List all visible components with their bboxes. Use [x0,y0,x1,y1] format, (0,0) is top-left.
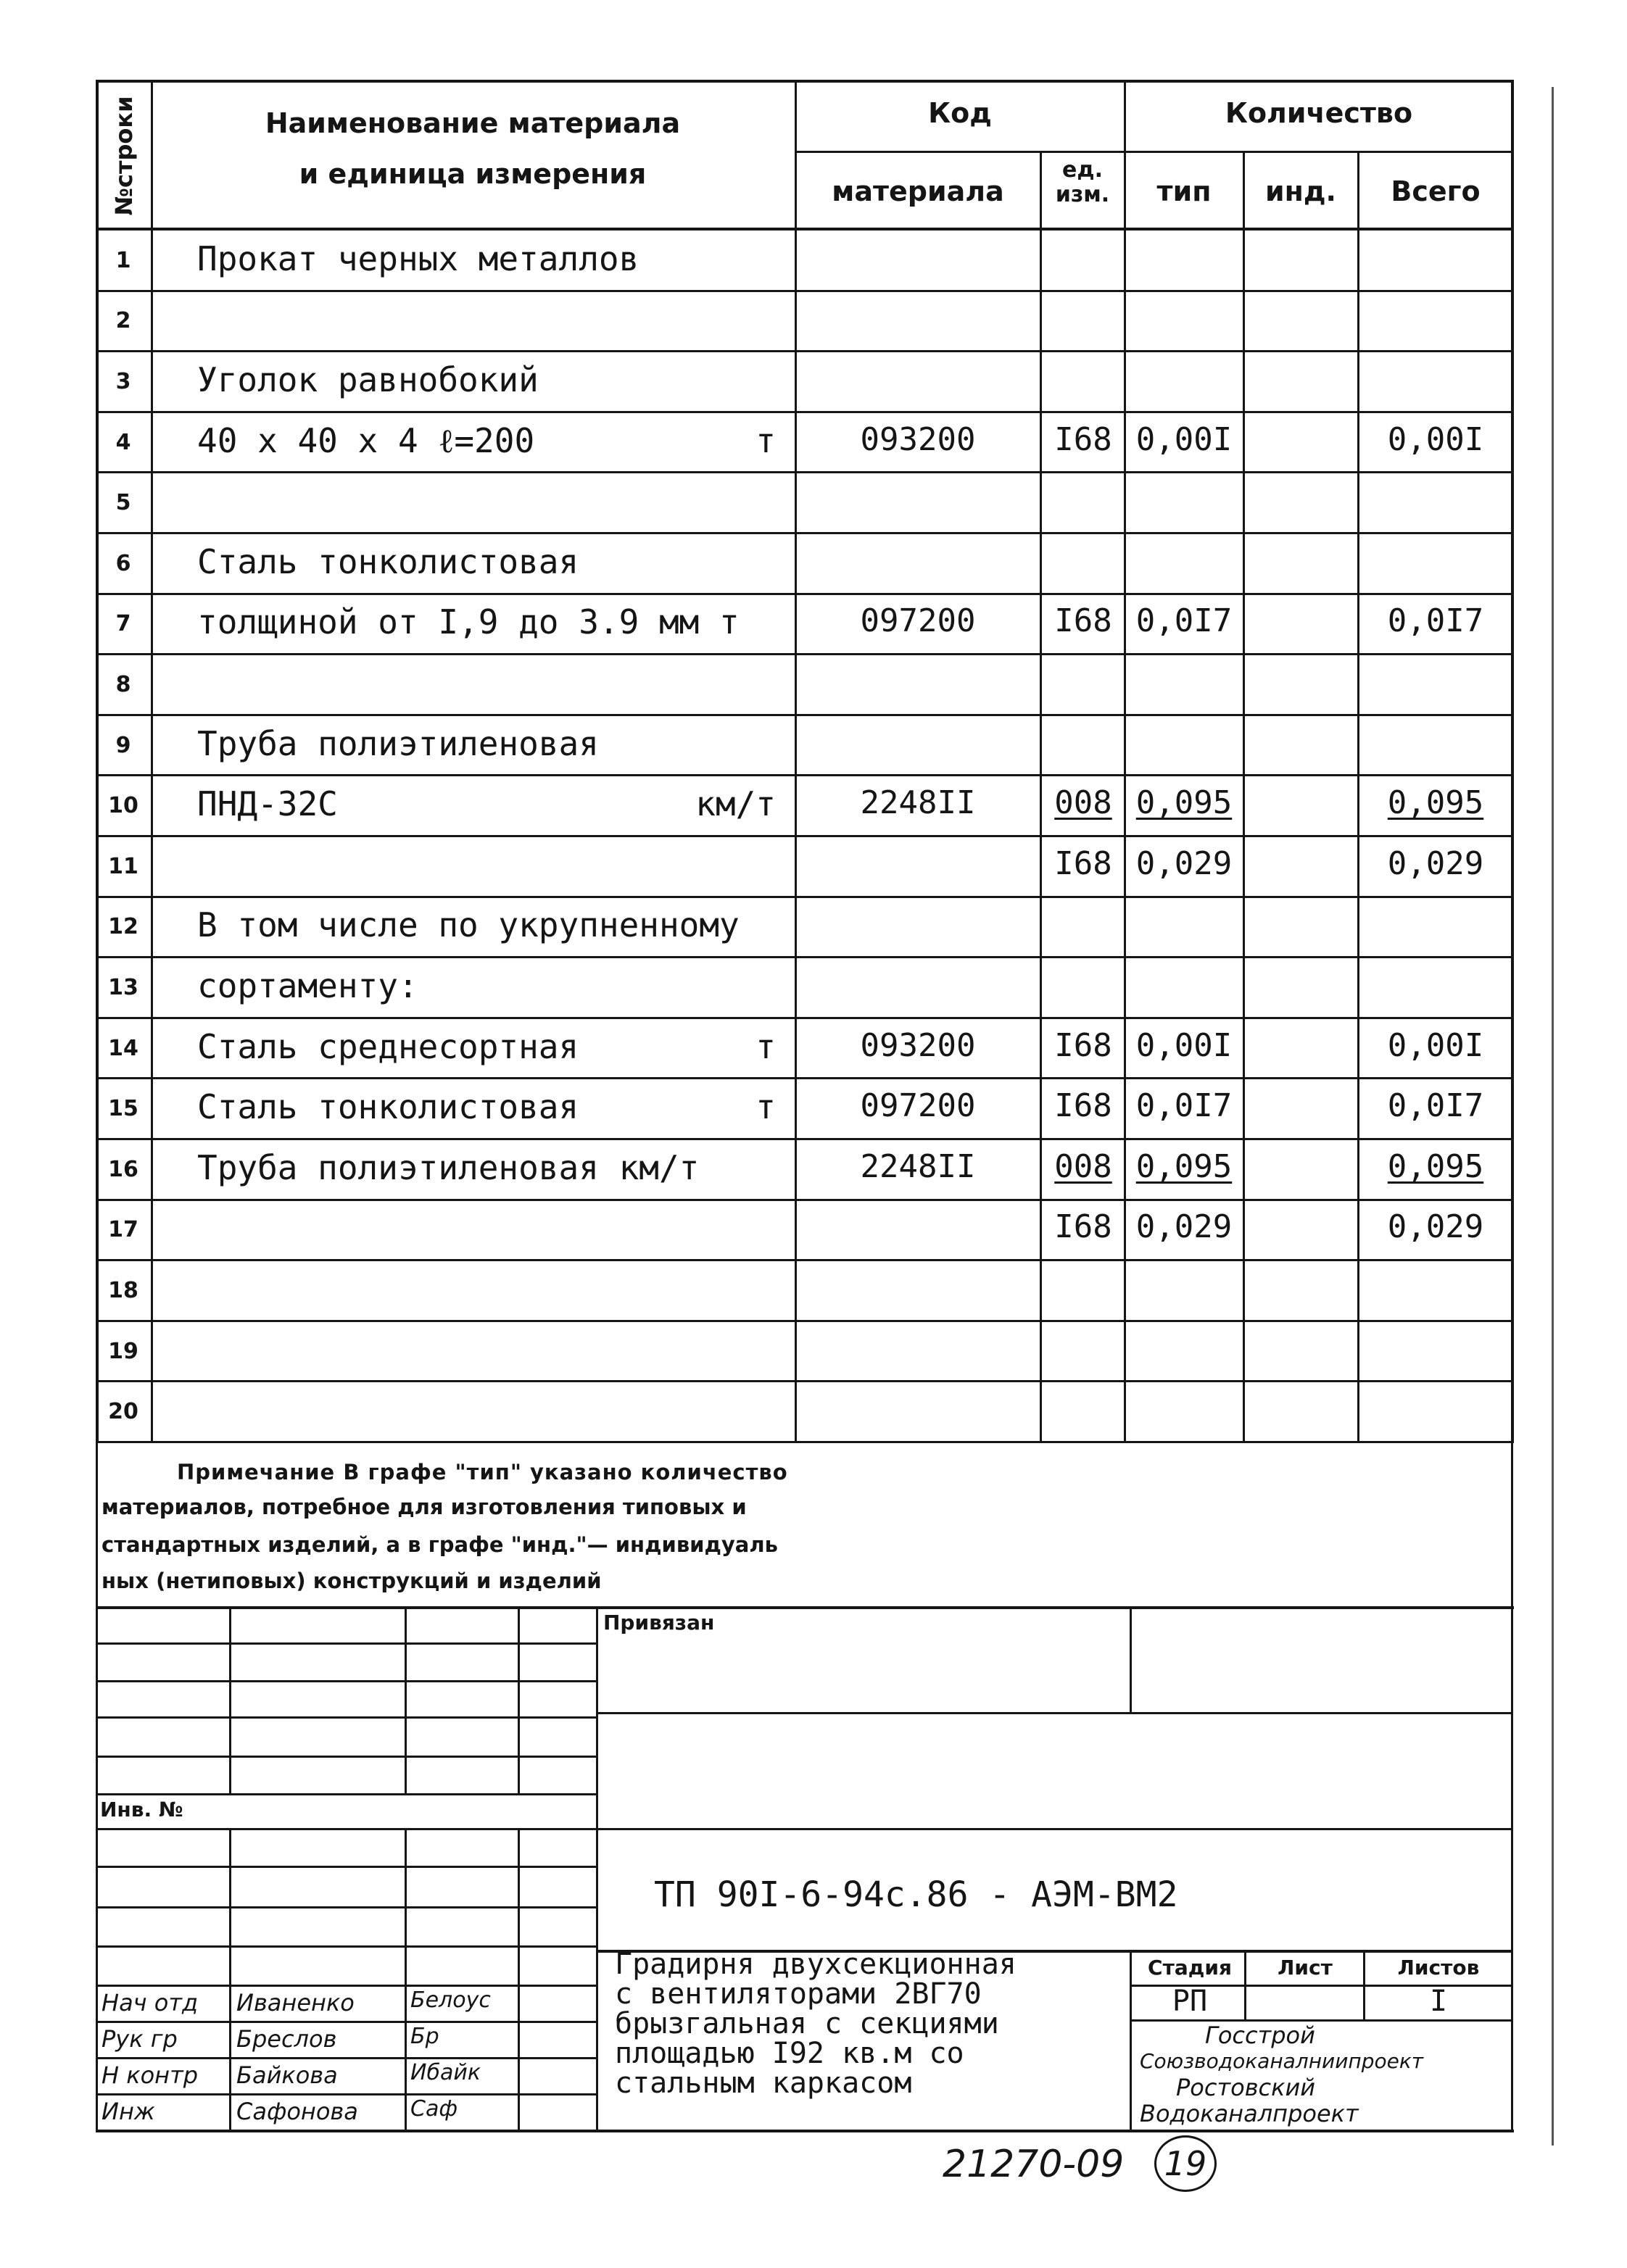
row-number: 15 [108,1096,138,1122]
material-code: 2248II [860,784,976,822]
row-name: Уголок равнобокий [197,360,539,399]
quantity-type: 0,029 [1135,844,1233,882]
row-number: 9 [115,732,131,758]
quantity-header: Количество [1225,97,1413,129]
unit-code: I68 [1054,1026,1112,1064]
organization-block [1140,2022,1423,2127]
project-title-line-2: с вентиляторами 2ВГ70 [615,1977,982,2011]
quantity-total: 0,029 [1387,1208,1484,1246]
row-name: Прокат черных металлов [197,238,639,278]
sheet-label: Лист [1278,1956,1333,1980]
signer-name: Иваненко [236,1989,355,2016]
row-unit-suffix: км/т [695,784,776,824]
unit-code: I68 [1054,1208,1112,1246]
page-number-circle [1154,2135,1217,2192]
name-header-line1: Наименование материала [265,107,681,139]
note-line-3: стандартных изделий, а в графе "инд."— индивидуаль [102,1532,778,1557]
quantity-type: 0,029 [1135,1208,1233,1246]
signer-role: Нач отд [102,1989,199,2016]
rows-number-header [100,86,148,226]
row-name: толщиной от I,9 до 3.9 мм т [197,602,740,642]
unit-subheader-line1: ед. [1062,157,1103,183]
row-name: Труба полиэтиленовая [197,723,599,763]
row-number: 2 [115,308,131,334]
project-title-line-1: Градирня двухсекционная [615,1948,1017,1981]
row-name: В том числе по укрупненному [197,905,740,945]
signer-role: Н контр [102,2061,199,2089]
note-line-1: Примечание В графе "тип" указано количество [177,1460,788,1484]
unit-code: I68 [1054,602,1112,640]
organization-line-1: Госстрой [1205,2022,1315,2049]
quantity-total: 0,0I7 [1387,1087,1484,1125]
unit-code: I68 [1054,420,1112,458]
unit-code: 008 [1054,784,1112,822]
material-code: 097200 [860,1087,976,1125]
project-title-line-5: стальным каркасом [615,2066,912,2100]
total-subheader: Всего [1391,175,1481,207]
quantity-total: 0,029 [1387,844,1484,882]
row-unit-suffix: т [755,420,776,460]
name-header-line2: и единица измерения [299,158,647,190]
signer-name: Сафонова [236,2098,358,2125]
row-name: Сталь среднесортная [197,1026,579,1066]
quantity-total: 0,0I7 [1387,602,1484,640]
quantity-total: 0,095 [1387,784,1484,822]
row-number: 14 [108,1035,138,1061]
quantity-total: 0,00I [1387,1026,1484,1064]
row-name: ПНД-32С [197,784,338,824]
row-number: 1 [115,247,131,273]
row-name: Труба полиэтиленовая км/т [197,1147,700,1187]
signer-signature: Саф [410,2096,458,2122]
signer-signature: Белоус [410,1987,491,2013]
page-number: 19 [1164,2144,1207,2183]
signer-role: Рук гр [102,2025,178,2053]
row-number: 13 [108,975,138,1000]
row-name: 40 х 40 х 4 ℓ=200 [197,420,535,460]
stage-label: Стадия [1148,1956,1232,1980]
row-number: 18 [108,1278,138,1303]
sheets-label: Листов [1397,1956,1480,1980]
row-number: 5 [115,490,131,516]
inventory-number-label: Инв. № [100,1798,183,1822]
row-name: Сталь тонколистовая [197,541,579,581]
document-code: ТП 90I-6-94с.86 - АЭМ-ВМ2 [654,1874,1178,1915]
signer-name: Бреслов [236,2025,337,2053]
ind-subheader: инд. [1264,175,1336,207]
quantity-total: 0,00I [1387,420,1484,458]
row-unit-suffix: т [755,1087,776,1127]
row-name: Сталь тонколистовая [197,1087,579,1127]
right-margin-line [1552,87,1554,2146]
row-number: 11 [108,853,138,879]
unit-code: I68 [1054,844,1112,882]
stage-value: РП [1172,1985,1208,2018]
organization-line-4: Водоканалпроект [1140,2100,1359,2127]
quantity-type: 0,0I7 [1135,602,1233,640]
row-number: 7 [115,611,131,637]
note-line-4: ных (нетиповых) конструкций и изделий [102,1569,602,1593]
unit-subheader [1043,158,1122,207]
signer-role: Инж [102,2098,155,2125]
quantity-type: 0,095 [1135,784,1233,822]
unit-subheader-line2: изм. [1055,182,1110,207]
quantity-type: 0,095 [1135,1147,1233,1185]
row-number: 4 [115,429,131,455]
row-number: 12 [108,914,138,940]
signer-name: Байкова [236,2061,338,2089]
material-code: 097200 [860,602,976,640]
material-code: 093200 [860,420,976,458]
row-number: 16 [108,1156,138,1182]
project-title-line-4: площадью I92 кв.м со [615,2037,964,2070]
project-title-line-3: брызгальная с секциями [615,2007,999,2040]
row-number: 20 [108,1399,138,1425]
signer-signature: Ибайк [410,2060,481,2085]
organization-line-2: Союзводоканалниипроект [1140,2049,1424,2073]
note-line-2: материалов, потребное для изготовления типовых и [102,1495,747,1519]
row-number: 10 [108,793,138,819]
material-code: 2248II [860,1147,976,1185]
material-code: 093200 [860,1026,976,1064]
row-number: 17 [108,1217,138,1243]
quantity-type: 0,00I [1135,420,1233,458]
row-number: 6 [115,550,131,576]
signer-signature: Бр [410,2024,439,2049]
unit-code: I68 [1054,1087,1112,1125]
row-name: сортаменту: [197,966,418,1005]
sheets-value: I [1429,1985,1448,2018]
archive-number: 21270-09 [943,2143,1125,2186]
row-number: 19 [108,1338,138,1364]
quantity-total: 0,095 [1387,1147,1484,1185]
row-number: 3 [115,369,131,394]
rows-number-header-text: №строки [110,96,138,216]
type-subheader: тип [1156,175,1212,207]
code-header: Код [928,97,992,129]
organization-line-3: Ростовский [1176,2074,1316,2101]
row-number: 8 [115,672,131,697]
privyazan-label: Привязан [603,1611,715,1634]
row-unit-suffix: т [755,1026,776,1066]
quantity-type: 0,0I7 [1135,1087,1233,1125]
project-title [615,1950,1017,2098]
unit-code: 008 [1054,1147,1112,1185]
quantity-type: 0,00I [1135,1026,1233,1064]
material-code-subheader: материала [832,175,1004,207]
